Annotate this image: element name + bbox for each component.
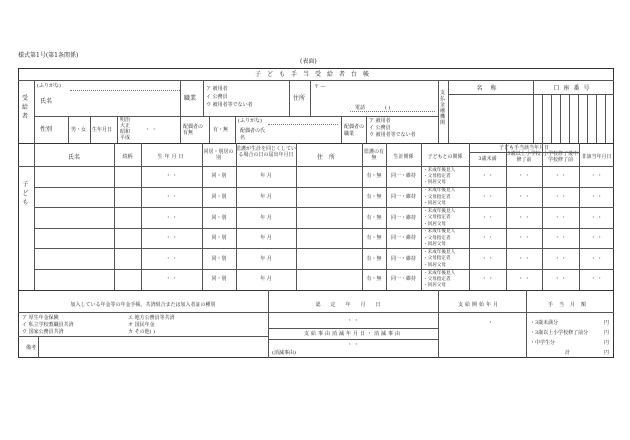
child-dob: ・ ・ [165,255,178,262]
bank-section-label: 支払金融機関 [440,90,446,126]
relation-header: 続柄 [122,154,133,160]
relationship-option[interactable]: ・同居父母 [423,262,446,268]
age-date: ・ ・ [554,276,567,283]
grid-line [34,228,614,229]
age-date: ・ ・ [590,235,603,242]
grid-line [506,152,507,166]
grid-line [34,248,614,249]
cohabit-option[interactable]: 同・別 [211,214,227,221]
pension-type[interactable]: オ 国民年金 [128,322,155,328]
grid-line [18,166,614,167]
age-date: ・ ・ [481,276,494,283]
relationship-option[interactable]: ・父母指定者 [423,276,451,282]
allowance-label: ・3歳未満分 [530,320,559,326]
cohabit-option[interactable]: 同・別 [211,276,227,283]
age-date: ・ ・ [590,276,603,283]
custody-date: 年 月 [260,173,272,180]
spouse-label: 配偶者の有無 [183,124,204,136]
age-date: ・ ・ [481,255,494,262]
cohabit-option[interactable]: 同・別 [211,173,227,180]
remarks-label: 備考 [26,345,37,351]
relationship-option[interactable]: ・未成年後見人 [423,167,456,173]
age-date: ・ ・ [518,193,530,200]
child-dob: ・ ・ [165,173,178,180]
dob-dots: ・ ・ [145,127,157,133]
grid-line [34,269,614,270]
dob-label: 生年月日 [92,127,113,133]
age-date: ・ ・ [518,276,530,283]
support-header: 監護の有無 [363,149,384,161]
child-address-header: 住所 [316,154,341,161]
cohabit-option[interactable]: 同・別 [211,193,227,200]
age-date: ・ ・ [518,255,530,262]
age-date: ・ ・ [518,173,530,180]
register-form [18,68,614,358]
support-option[interactable]: 有・無 [366,193,382,200]
spouse-occupation-option[interactable]: ア 被用者 [369,118,391,124]
age-date: ・ ・ [590,173,603,180]
relationship-option[interactable]: ・父母指定者 [423,194,451,200]
relationship-option[interactable]: ・未成年後見人 [423,188,456,194]
spouse-options[interactable]: 有・無 [213,127,229,133]
age-date: ・ ・ [518,214,530,221]
cause-header: 支給事由消滅年月日・消滅事由 [303,331,402,337]
allowance-label: ・3歳以上小学校修了前分 [530,330,589,336]
register-title: 子ども手当受給者台帳 [254,71,375,78]
age-date: ・ ・ [518,235,530,242]
pension-type[interactable]: ウ 国家公務員共済 [22,329,64,335]
age-date: ・ ・ [481,235,494,242]
custody-date: 年 月 [260,276,272,283]
livelihood-option[interactable]: 同一・維持 [390,214,416,221]
allowance-unit: 円 [604,320,610,326]
age-date: ・ ・ [481,173,494,180]
sex-label: 性別 [40,126,53,133]
relationship-option[interactable]: ・同居父母 [423,283,446,289]
relationship-option[interactable]: ・未成年後見人 [423,229,456,235]
relationship-header: 子どもとの関係 [427,154,463,160]
era-option: 昭和 [120,129,131,135]
occupation-label: 職業 [184,95,197,102]
recipient-section-label: 受給者 [22,95,29,120]
occupation-option[interactable]: ウ 被用者等でない者 [206,102,253,108]
child-dob: ・ ・ [165,276,178,283]
livelihood-option[interactable]: 同一・維持 [390,235,416,242]
support-option[interactable]: 有・無 [366,235,382,242]
custody-date-header: 監護が生計を同じくしている場合の日の届出年月日 [236,146,297,158]
custody-date: 年 月 [260,214,272,221]
livelihood-option[interactable]: 同一・維持 [390,193,416,200]
postal-mark: 〒 ― [314,84,326,90]
relationship-option[interactable]: ・父母指定者 [423,256,451,262]
cause-dots: ・ ・ [347,342,359,348]
support-option[interactable]: 有・無 [366,173,382,180]
livelihood-option[interactable]: 同一・維持 [390,255,416,262]
custody-date: 年 月 [260,235,272,242]
occupation-option[interactable]: イ 公務員 [206,94,228,100]
era-option: 大正 [120,123,131,129]
livelihood-header: 生計関係 [393,154,414,160]
payment-start-header: 支給開始年月 [457,302,500,308]
form-id: 様式第1号(第1条関係) [18,52,79,59]
cohabit-option[interactable]: 同・別 [211,235,227,242]
allowance-header: 手当月額 [547,302,592,308]
spouse-occupation-option[interactable]: ウ 被用者等でない者 [369,132,416,138]
livelihood-option[interactable]: 同一・維持 [390,276,416,283]
spouse-occupation-option[interactable]: イ 公務員 [369,125,391,131]
divider [18,80,614,81]
pension-type[interactable]: エ 地方公務員等共済 [128,315,175,321]
grid-line [34,187,614,188]
cohabit-header: 同居・別居の別 [203,149,234,161]
certification-dots: ・ ・ [347,318,359,324]
age-date: ・ ・ [481,193,494,200]
support-option[interactable]: 有・無 [366,276,382,283]
allowance-unit: 円 [604,350,610,356]
primary-grad-header: 小学校修了後中学校修了前 [542,151,578,163]
phone-label: 電話 [355,105,366,111]
custody-date: 年 月 [260,255,272,262]
allowance-label: 計 [565,350,571,356]
spouse-name-label: 配偶者の氏名 [240,128,266,141]
spouse-occupation-label: 配偶者の職業 [344,124,365,137]
cause-note: (消滅事由) [272,350,296,356]
relationship-option[interactable]: ・未成年後見人 [423,270,456,276]
age-group-header: 子ども手当該当年月日 [498,145,549,151]
age-date: ・ ・ [590,255,603,262]
phone-paren: ( ) [385,105,391,111]
sex-options[interactable]: 男・女 [71,127,87,133]
livelihood-option[interactable]: 同一・維持 [390,173,416,180]
spouse-furigana-label: (ふりがな) [238,118,262,124]
child-dob: ・ ・ [165,235,178,242]
allowance-unit: 円 [604,330,610,336]
pension-type[interactable]: イ 私立学校教職員共済 [22,322,74,328]
child-dob: ・ ・ [165,193,178,200]
pension-type[interactable]: ア 厚生年金保険 [22,315,59,321]
payment-start-dot: ・ [488,320,494,326]
bank-name-header: 名称 [476,85,505,92]
era-option: 平成 [120,135,131,141]
pension-header: 加入している年金等の年金手帳、共済組合または加入者証の種別 [70,302,216,308]
removal-date-header: 非該当年月日 [581,154,612,160]
cohabit-option[interactable]: 同・別 [211,255,227,262]
relationship-option[interactable]: ・父母指定者 [423,173,451,179]
age-date: ・ ・ [554,173,567,180]
era-option: 明治 [120,117,131,123]
relationship-option[interactable]: ・同居父母 [423,221,446,227]
grid-line [469,152,579,153]
name-label: 氏名 [40,98,53,105]
age-date: ・ ・ [554,193,567,200]
child-name-header: 氏名 [67,154,80,161]
allowance-unit: 円 [604,340,610,346]
relationship-option[interactable]: ・同居父母 [423,242,446,248]
address-label: 住所 [293,95,306,102]
age-date: ・ ・ [590,193,603,200]
furigana-label: (ふりがな) [37,83,61,89]
custody-date: 年 月 [260,193,272,200]
relationship-option[interactable]: ・未成年後見人 [423,249,456,255]
relationship-option[interactable]: ・同居父母 [423,180,446,186]
under3-header: 3歳未満 [478,156,497,162]
relationship-option[interactable]: ・父母指定者 [423,215,451,221]
age-date: ・ ・ [481,214,494,221]
relationship-option[interactable]: ・未成年後見人 [423,208,456,214]
certification-header: 認定年月日 [315,302,391,308]
pension-type[interactable]: カ その他( ) [128,329,156,335]
bank-account-header: 口座番号 [553,85,594,92]
child-dob: ・ ・ [165,214,178,221]
front-label: (表面) [300,58,317,65]
age-date: ・ ・ [554,255,567,262]
allowance-label: ・中学生分 [530,340,556,346]
dob-header: 生年月日 [157,154,186,160]
children-section-label: 子ども [22,181,29,206]
age3-header: 3歳以上小学校修了前 [507,151,541,163]
age-date: ・ ・ [554,214,567,221]
grid-line [34,207,614,208]
relationship-option[interactable]: ・父母指定者 [423,235,451,241]
occupation-option[interactable]: ア 被用者 [206,86,228,92]
support-option[interactable]: 有・無 [366,255,382,262]
age-date: ・ ・ [554,235,567,242]
relationship-option[interactable]: ・同居父母 [423,200,446,206]
age-date: ・ ・ [590,214,603,221]
support-option[interactable]: 有・無 [366,214,382,221]
